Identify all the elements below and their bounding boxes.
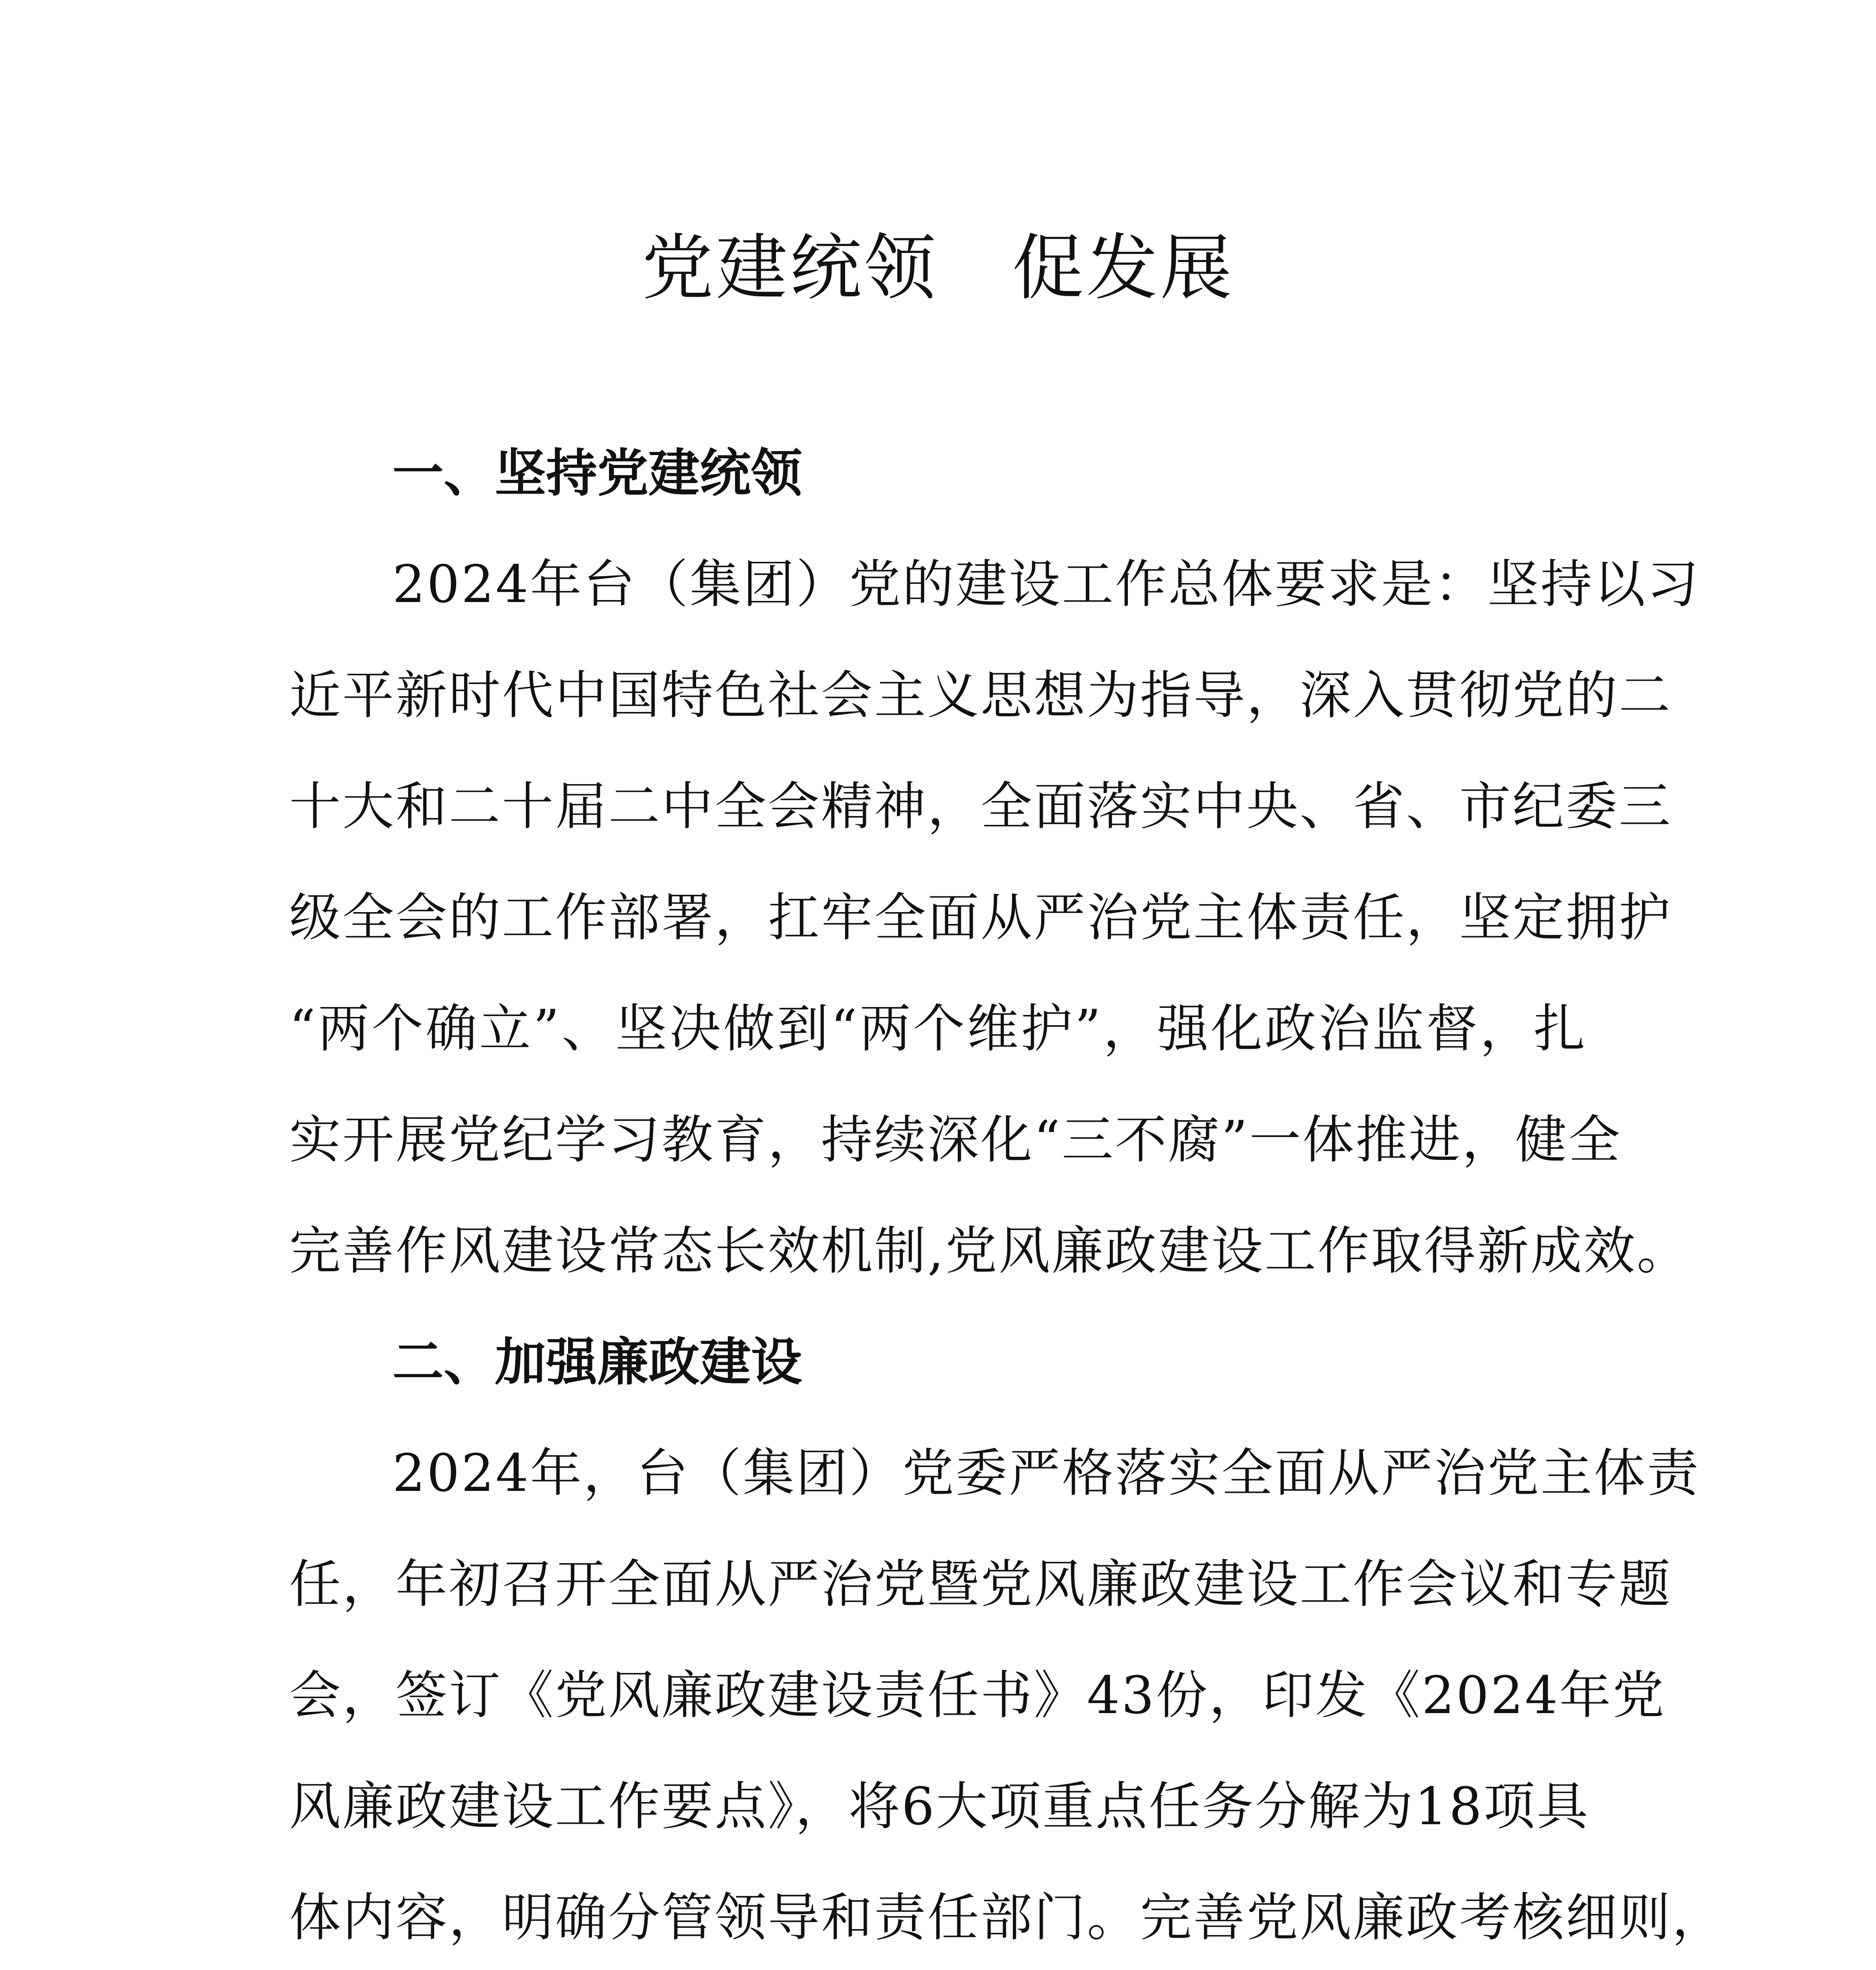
section-2	[289, 1307, 1726, 1970]
text-line: 2024年台（集团）党的建设工作总体要求是：坚持以习	[392, 554, 1700, 614]
text-line: 级全会的工作部署，扛牢全面从严治党主体责任，坚定拥护	[289, 887, 1672, 948]
text-line: 2024年，台（集团）党委严格落实全面从严治党主体责	[392, 1443, 1700, 1503]
text-line: 风廉政建设工作要点》，将6大项重点任务分解为18项具	[289, 1776, 1590, 1836]
paragraph	[289, 529, 1700, 1307]
section-1	[289, 418, 1700, 1307]
text-line: “两个确立”、坚决做到“两个维护”，强化政治监督，扎	[289, 998, 1587, 1059]
document-title: 党建统领 促发展	[642, 226, 1234, 310]
text-line: 完善作风建设常态长效机制,党风廉政建设工作取得新成效。	[289, 1221, 1690, 1281]
text-line: 十大和二十届二中全会精神，全面落实中央、省、市纪委三	[289, 776, 1672, 836]
section-heading: 二、加强廉政建设	[392, 1332, 802, 1392]
text-line: 实开展党纪学习教育，持续深化“三不腐”一体推进，健全	[289, 1110, 1622, 1170]
section-heading: 一、坚持党建统领	[392, 443, 802, 503]
text-line: 近平新时代中国特色社会主义思想为指导，深入贯彻党的二	[289, 665, 1672, 725]
text-line: 任，年初召开全面从严治党暨党风廉政建设工作会议和专题	[289, 1554, 1672, 1614]
document-body	[289, 418, 1726, 1970]
paragraph	[289, 1418, 1726, 1970]
text-line: 会，签订《党风廉政建设责任书》43份，印发《2024年党	[289, 1665, 1666, 1725]
text-line: 体内容，明确分管领导和责任部门。完善党风廉政考核细则，	[289, 1887, 1726, 1948]
